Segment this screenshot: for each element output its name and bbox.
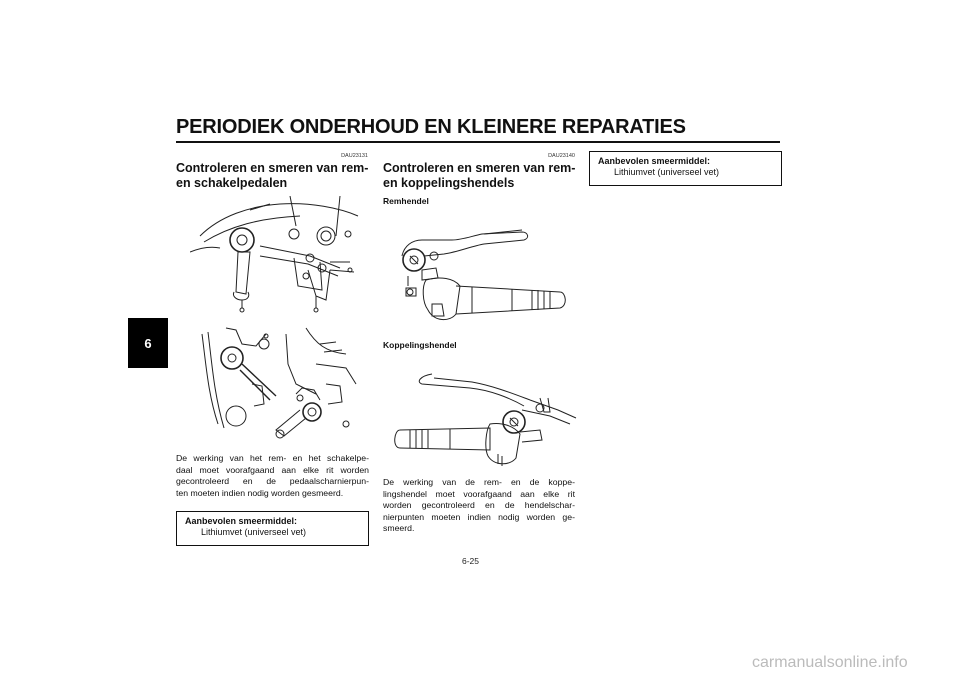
page-number: 6-25 bbox=[462, 556, 480, 566]
brake-lever-subhead: Remhendel bbox=[383, 196, 429, 206]
paragraph-line: ten moeten indien nodig worden gesmeerd. bbox=[176, 487, 344, 498]
chapter-tab[interactable]: 6 bbox=[128, 318, 168, 368]
header-rule bbox=[176, 141, 780, 143]
clutch-lever-subhead: Koppelingshendel bbox=[383, 340, 457, 350]
paragraph-line: worden gecontroleerd en de hendelschar- bbox=[383, 500, 575, 511]
lubricant-box-right bbox=[589, 151, 782, 186]
right-paragraph bbox=[383, 477, 575, 535]
section-title-line: en koppelingshendels bbox=[383, 176, 515, 190]
lubricant-box bbox=[176, 511, 369, 546]
paragraph-line: gecontroleerd en de pedaalscharnierpun- bbox=[176, 476, 369, 487]
brake-lever-illustration bbox=[392, 226, 572, 330]
section-code: DAU23131 bbox=[341, 153, 368, 159]
lubricant-box-title: Aanbevolen smeermiddel: bbox=[185, 516, 298, 526]
paragraph-line: daal moet voorafgaand aan elke rit worden bbox=[176, 464, 369, 475]
paragraph-line: De werking van het rem- en het schakelpe- bbox=[176, 453, 369, 463]
lubricant-box-title: Aanbevolen smeermiddel: bbox=[598, 156, 711, 166]
section-code: DAU23140 bbox=[548, 153, 575, 159]
paragraph-line: nierpunten moeten indien nodig worden ge- bbox=[383, 511, 575, 522]
section-title-line: Controleren en smeren van rem- bbox=[176, 161, 369, 175]
page-header-title: PERIODIEK ONDERHOUD EN KLEINERE REPARATIES bbox=[176, 116, 686, 138]
paragraph-line: smeerd. bbox=[383, 523, 415, 534]
section-title-line: Controleren en smeren van rem- bbox=[383, 161, 576, 175]
left-paragraph bbox=[176, 453, 369, 499]
watermark: carmanualsonline.info bbox=[752, 654, 908, 671]
section-title-line: en schakelpedalen bbox=[176, 176, 288, 190]
section-title bbox=[383, 161, 575, 191]
paragraph-line: lingshendel moet voorafgaand aan elke rit bbox=[383, 488, 575, 499]
section-title bbox=[176, 161, 368, 191]
clutch-lever-illustration bbox=[390, 364, 580, 468]
lubricant-box-value: Lithiumvet (universeel vet) bbox=[614, 167, 720, 177]
paragraph-line: De werking van de rem- en de koppe- bbox=[383, 477, 575, 487]
brake-pedal-illustration bbox=[190, 196, 360, 320]
shift-pedal-illustration bbox=[196, 324, 362, 440]
lubricant-box-value: Lithiumvet (universeel vet) bbox=[201, 527, 307, 537]
